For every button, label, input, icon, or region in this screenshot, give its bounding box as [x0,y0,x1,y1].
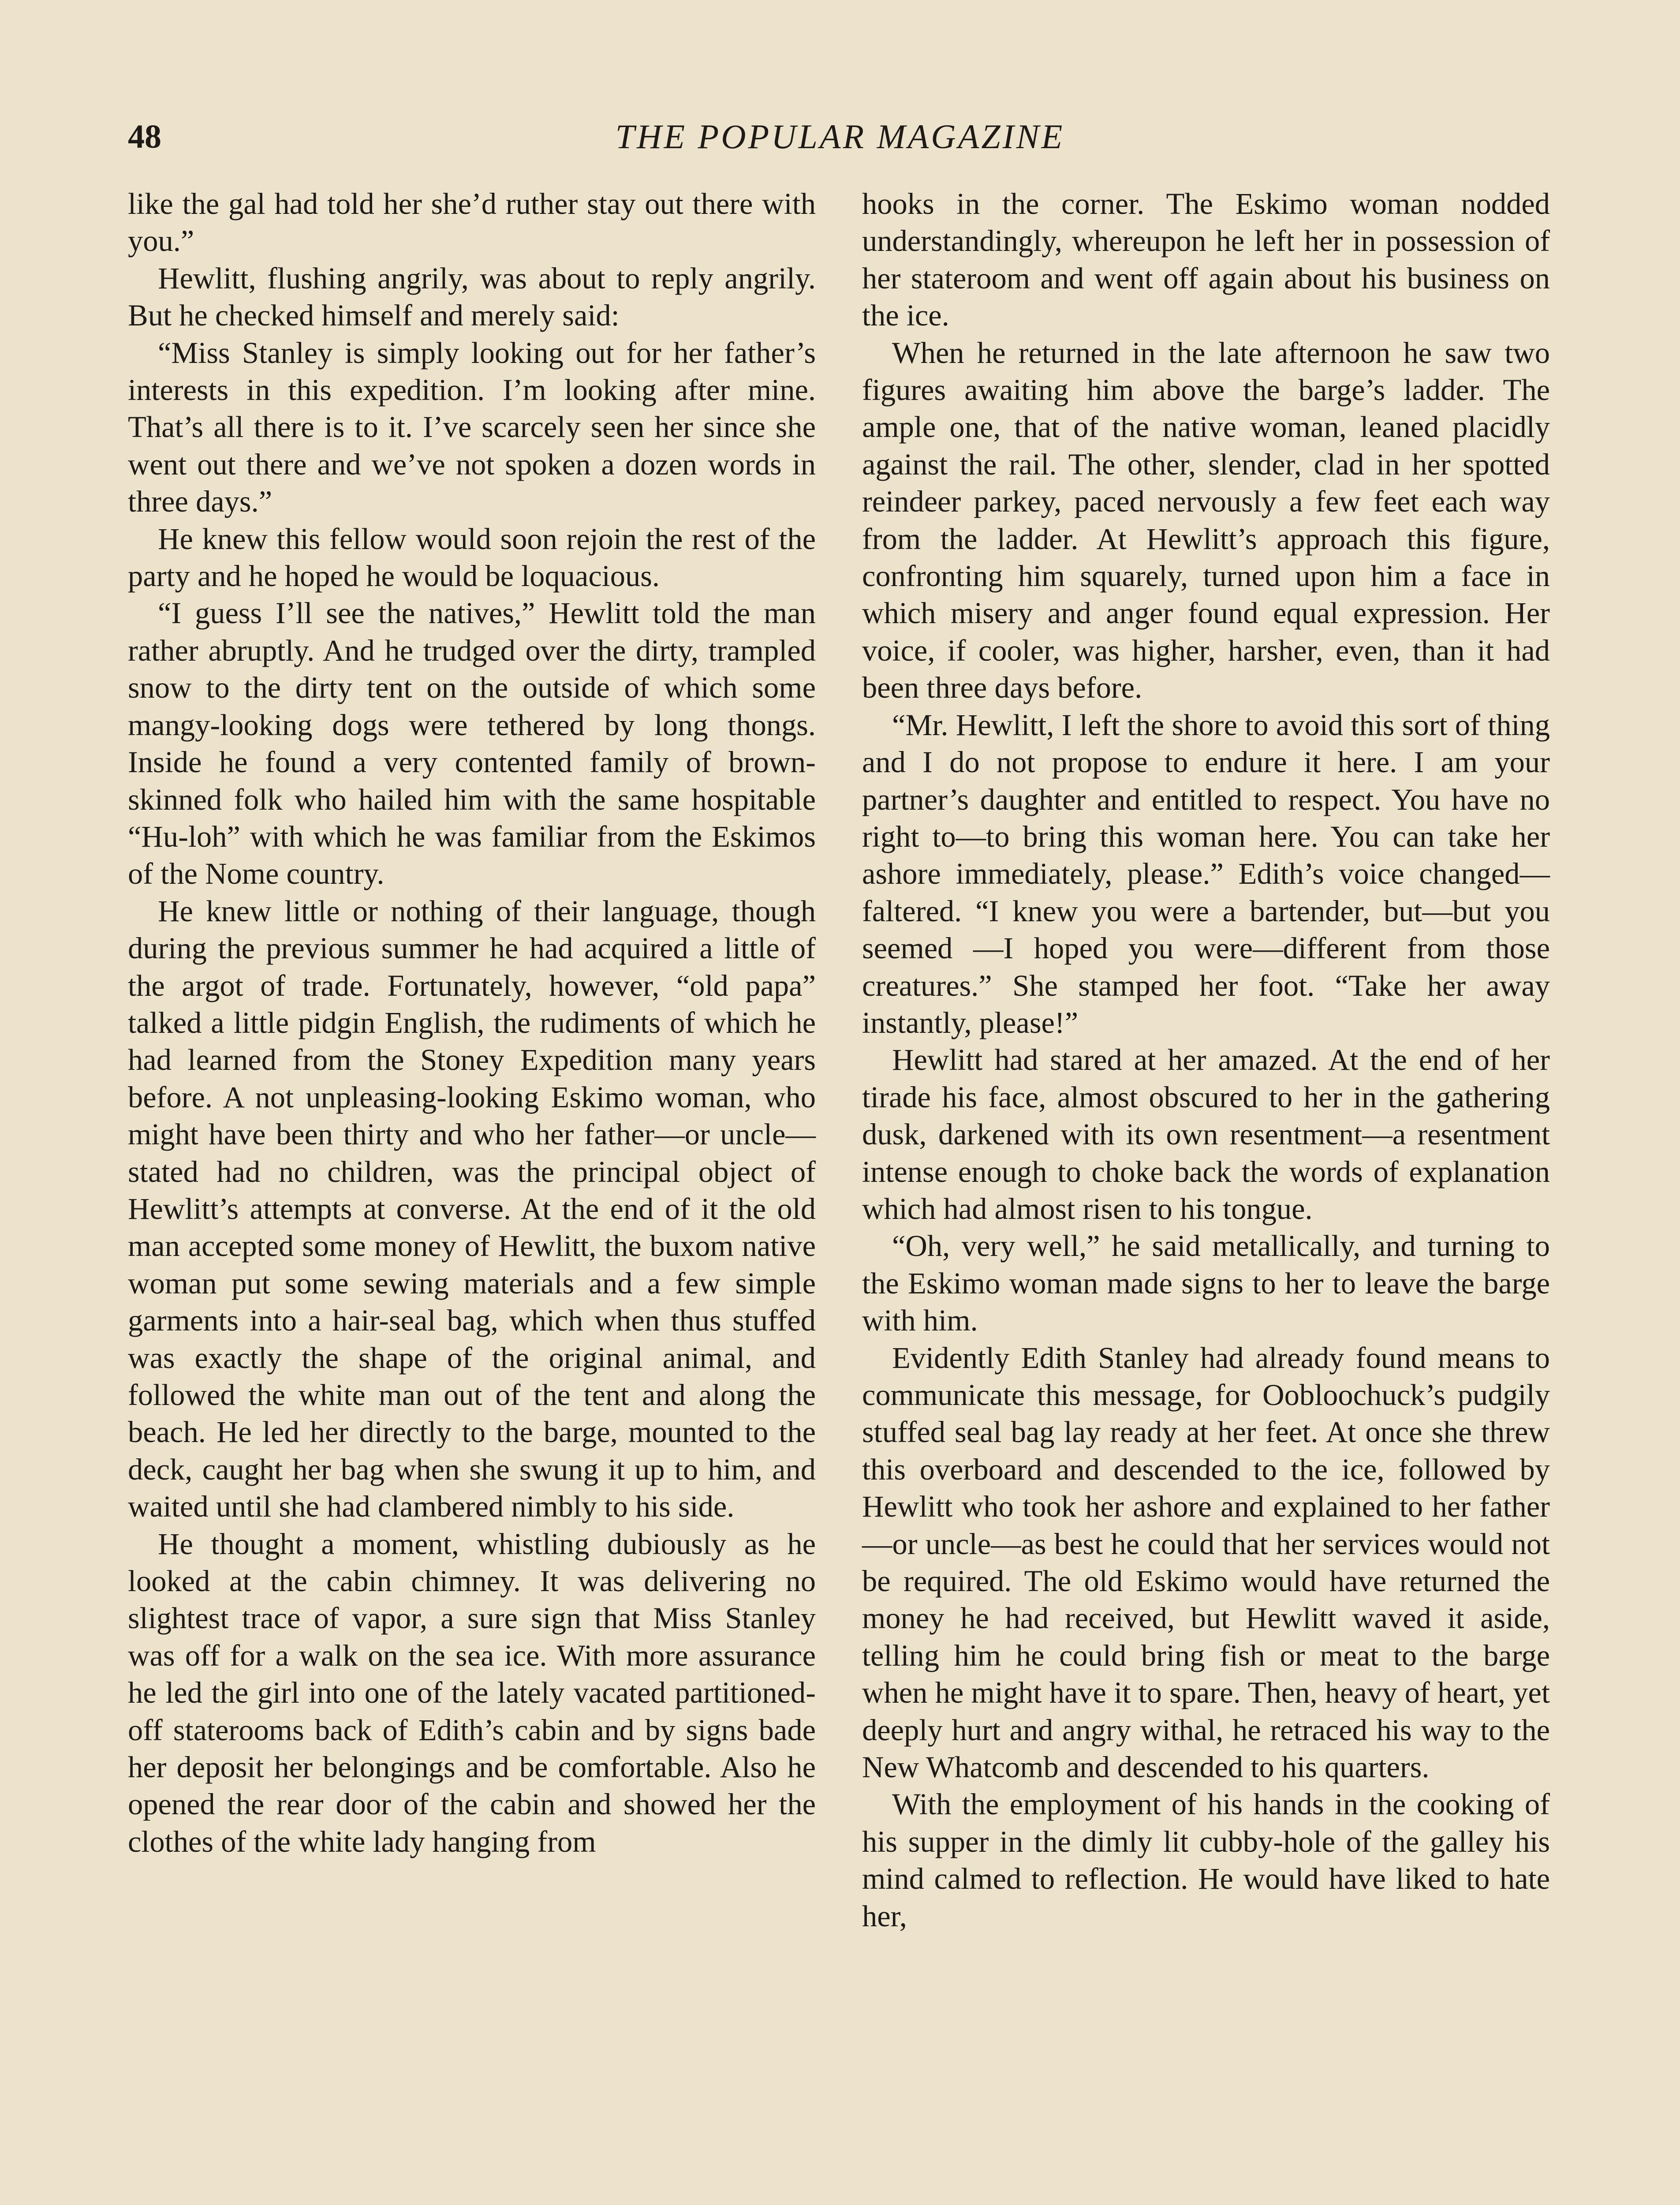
paragraph: hooks in the corner. The Eskimo woman nodded understandingly, whereupon he left her in possession of her stateroom and went off again about his business on the ice. [862,187,1550,333]
paragraph: “Oh, very well,” he said metallically, and turning to the Eskimo woman made signs to her to leave the barge with him. [862,1229,1550,1338]
text-column-left [128,185,816,1860]
paragraph: He thought a moment, whistling dubiously as he looked at the cabin chimney. It was delivering no slightest trace of vapor, a sure sign that Miss Stanley was off for a walk on the sea ice. With more assurance he led the girl into one of the lately vacated partitioned-off staterooms back of Edith’s cabin and by signs bade her deposit her belongings and be comfortable. Also he opened the rear door of the cabin and showed her the clothes of the white lady hanging from [128,1527,816,1858]
paragraph: With the employment of his hands in the cooking of his supper in the dimly lit cubby-hole of the galley his mind calmed to reflection. He would have liked to hate her, [862,1787,1550,1933]
page-header [128,112,1552,161]
paragraph: Hewlitt had stared at her amazed. At the end of her tirade his face, almost obscured to her in the gathering dusk, darkened with its own resentment—a resentment intense enough to choke back the words of explanation which had almost risen to his tongue. [862,1043,1550,1226]
paragraph: like the gal had told her she’d ruther stay out there with you.” [128,187,816,258]
paragraph: “Mr. Hewlitt, I left the shore to avoid this sort of thing and I do not propose to endure it here. I am your partner’s daughter and entitled to respect. You have no right to—to bring this woman here. You can take her ashore immediately, please.” Edith’s voice changed—faltered. “I knew you were a bartender, but—but you seemed —I hoped you were—different from those creatures.” She stamped her foot. “Take her away instantly, please!” [862,708,1550,1039]
paragraph: He knew little or nothing of their language, though during the previous summer he had acquired a little of the argot of trade. Fortunately, however, “old papa” talked a little pidgin English, the rudiments of which he had learned from the Stoney Expedition many years before. A not unpleasing-looking Eskimo woman, who might have been thirty and who her father—or uncle—stated had no children, was the principal object of Hewlitt’s attempts at converse. At the end of it the old man accepted some money of Hewlitt, the buxom native woman put some sewing materials and a few simple garments into a hair-seal bag, which when thus stuffed was exactly the shape of the original animal, and followed the white man out of the tent and along the beach. He led her directly to the barge, mounted to the deck, caught her bag when she swung it up to him, and waited until she had clambered nimbly to his side. [128,894,816,1524]
paragraph: Hewlitt, flushing angrily, was about to reply angrily. But he checked himself and merely said: [128,261,816,333]
paragraph: “I guess I’ll see the natives,” Hewlitt told the man rather abruptly. And he trudged over the dirty, trampled snow to the dirty tent on the outside of which some mangy-looking dogs were tethered by long thongs. Inside he found a very contented family of brown-skinned folk who hailed him with the same hospitable “Hu-loh” with which he was familiar from the Eskimos of the Nome country. [128,596,816,891]
text-column-right [862,185,1550,1935]
paragraph: When he returned in the late afternoon he saw two figures awaiting him above the barge’s ladder. The ample one, that of the native woman, leaned placidly against the rail. The other, slender, clad in her spotted reindeer parkey, paced nervously a few feet each way from the ladder. At Hewlitt’s approach this figure, confronting him squarely, turned upon him a face in which misery and anger found equal expression. Her voice, if cooler, was higher, harsher, even, than it had been three days before. [862,336,1550,705]
paragraph: He knew this fellow would soon rejoin the rest of the party and he hoped he would be loquacious. [128,522,816,593]
page-number: 48 [128,118,161,155]
paragraph: Evidently Edith Stanley had already found means to communicate this message, for Oobloochuck’s pudgily stuffed seal bag lay ready at her feet. At once she threw this overboard and descended to the ice, followed by Hewlitt who took her ashore and explained to her father—or uncle—as best he could that her services would not be required. The old Eskimo would have returned the money he had received, but Hewlitt waved it aside, telling him he could bring fish or meat to the barge when he might have it to spare. Then, heavy of heart, yet deeply hurt and angry withal, he retraced his way to the New Whatcomb and descended to his quarters. [862,1341,1550,1784]
paragraph: “Miss Stanley is simply looking out for her father’s interests in this expedition. I’m looking after mine. That’s all there is to it. I’ve scarcely seen her since she went out there and we’ve not spoken a dozen words in three days.” [128,336,816,519]
running-title: THE POPULAR MAGAZINE [615,117,1065,156]
